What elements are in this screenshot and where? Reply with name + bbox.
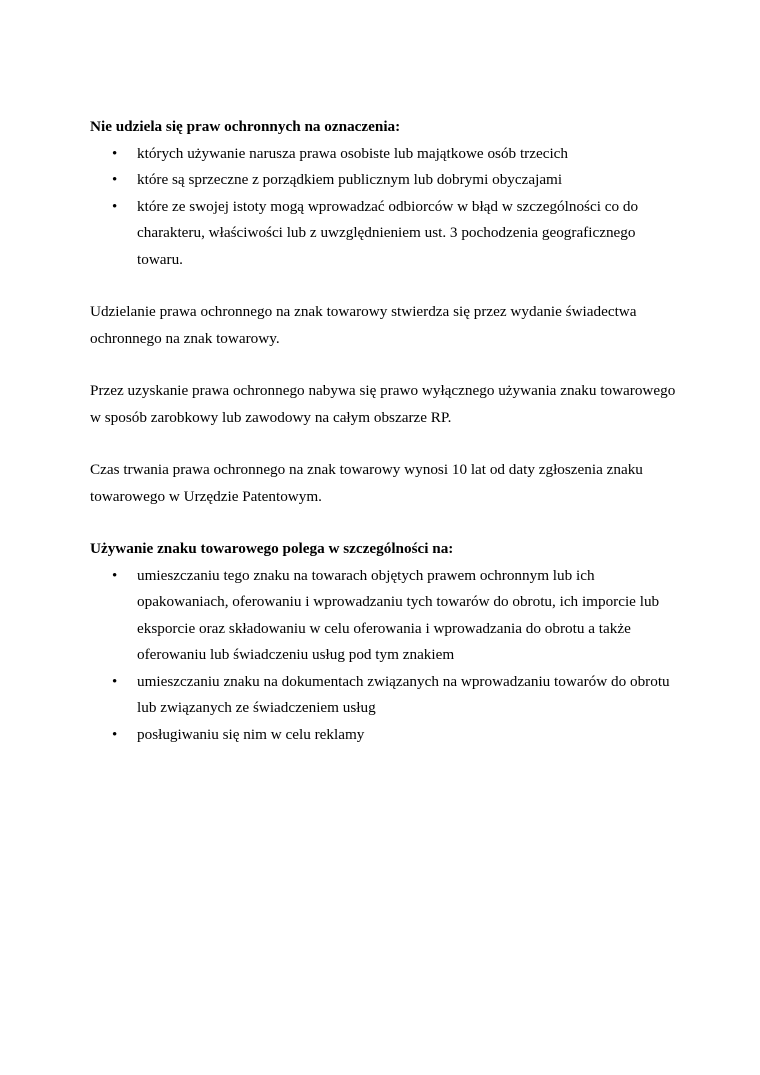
bullet-icon: •: [112, 726, 118, 743]
list-item-text: które ze swojej istoty mogą wprowadzać odbiorców w błąd w szczególności co do charakteru, właściwości lub z uwzględnieniem ust. 3 pochodzenia geograficznego towaru.: [137, 197, 639, 268]
list-item-text: umieszczaniu tego znaku na towarach objętych prawem ochronnym lub ich opakowaniach, oferowaniu i wprowadzaniu tych towarów do obrotu, ich imporcie lub eksporcie oraz składowaniu w celu oferowania i wprowadzania do obrotu a także oferowaniu lub świadczeniu usług pod tym znakiem: [137, 566, 660, 663]
spacer: [90, 273, 680, 299]
section1-list: [90, 141, 680, 274]
spacer: [90, 431, 680, 457]
bullet-icon: •: [112, 567, 118, 584]
bullet-icon: •: [112, 673, 118, 690]
list-item: [90, 563, 680, 669]
list-item: [90, 141, 680, 168]
spacer: [90, 510, 680, 536]
list-item: [90, 669, 680, 722]
document-content: [90, 114, 680, 748]
bullet-icon: •: [112, 198, 118, 215]
list-item-text: umieszczaniu znaku na dokumentach związanych na wprowadzaniu towarów do obrotu lub związanych ze świadczeniem usług: [137, 672, 670, 716]
list-item: [90, 722, 680, 749]
paragraph-duration: Czas trwania prawa ochronnego na znak towarowy wynosi 10 lat od daty zgłoszenia znaku towarowego w Urzędzie Patentowym.: [90, 461, 643, 505]
section2-heading: Używanie znaku towarowego polega w szczególności na:: [90, 540, 454, 557]
section2-list: [90, 563, 680, 749]
paragraph-exclusive-right: Przez uzyskanie prawa ochronnego nabywa się prawo wyłącznego używania znaku towarowego w sposób zarobkowy lub zawodowy na całym obszarze RP.: [90, 382, 676, 426]
list-item: [90, 194, 680, 274]
bullet-icon: •: [112, 145, 118, 162]
list-item: [90, 167, 680, 194]
list-item-text: które są sprzeczne z porządkiem publicznym lub dobrymi obyczajami: [137, 171, 563, 188]
paragraph-certificate: Udzielanie prawa ochronnego na znak towarowy stwierdza się przez wydanie świadectwa ochronnego na znak towarowy.: [90, 303, 637, 347]
list-item-text: których używanie narusza prawa osobiste lub majątkowe osób trzecich: [137, 144, 569, 162]
spacer: [90, 352, 680, 378]
section1-heading: Nie udziela się praw ochronnych na oznaczenia:: [90, 118, 401, 135]
list-item-text: posługiwaniu się nim w celu reklamy: [137, 725, 365, 743]
bullet-icon: •: [112, 172, 118, 188]
